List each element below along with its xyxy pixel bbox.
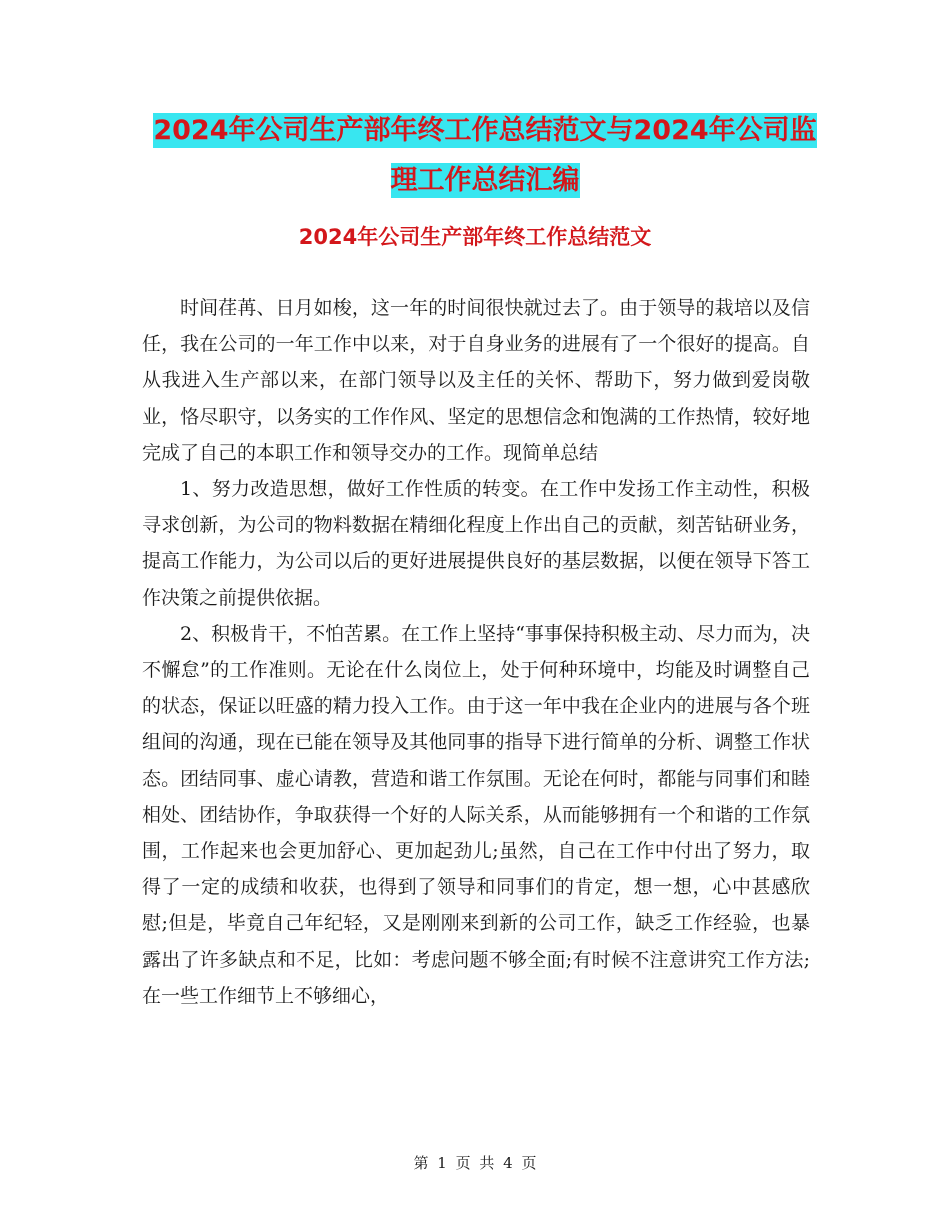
paragraph-point-2: 2、积极肯干，不怕苦累。在工作上坚持“事事保持积极主动、尽力而为，决不懈怠”的工作准则。无论在什么岗位上，处于何种环境中，均能及时调整自己的状态，保证以旺盛的精力投入工作。由于这一年中我在企业内的进展与各个班组间的沟通，现在已能在领导及其他同事的指导下进行简单的分析、调整工作状态。团结同事、虚心请教，营造和谐工作氛围。无论在何时，都能与同事们和睦相处、团结协作，争取获得一个好的人际关系，从而能够拥有一个和谐的工作氛围，工作起来也会更加舒心、更加起劲儿;虽然，自己在工作中付出了努力，取得了一定的成绩和收获，也得到了领导和同事们的肯定，想一想，心中甚感欣慰;但是，毕竟自己年纪轻，又是刚刚来到新的公司工作，缺乏工作经验，也暴露出了许多缺点和不足，比如：考虑问题不够全面;有时候不注意讲究工作方法;在一些工作细节上不够细心， <box>142 622 810 1007</box>
document-title <box>140 106 830 206</box>
body-text <box>142 290 810 1014</box>
paragraph-point-1: 1、努力改造思想，做好工作性质的转变。在工作中发扬工作主动性，积极寻求创新，为公司的物料数据在精细化程度上作出自己的贡献，刻苦钻研业务，提高工作能力，为公司以后的更好进展提供良好的基层数据，以便在领导下答工作决策之前提供依据。 <box>142 478 810 609</box>
page-number-footer: 第 1 页 共 4 页 <box>413 1154 537 1172</box>
section-title: 2024年公司生产部年终工作总结范文 <box>298 225 652 249</box>
document-title-line-2: 理工作总结汇编 <box>390 165 580 196</box>
document-title-line-1: 2024年公司生产部年终工作总结范文与2024年公司监 <box>153 115 817 146</box>
paragraph-intro: 时间荏苒、日月如梭，这一年的时间很快就过去了。由于领导的栽培以及信任，我在公司的一年工作中以来，对于自身业务的进展有了一个很好的提高。自从我进入生产部以来，在部门领导以及主任的关怀、帮助下，努力做到爱岗敬业，恪尽职守，以务实的工作作风、坚定的思想信念和饱满的工作热情，较好地完成了自己的本职工作和领导交办的工作。现简单总结 <box>142 297 810 464</box>
